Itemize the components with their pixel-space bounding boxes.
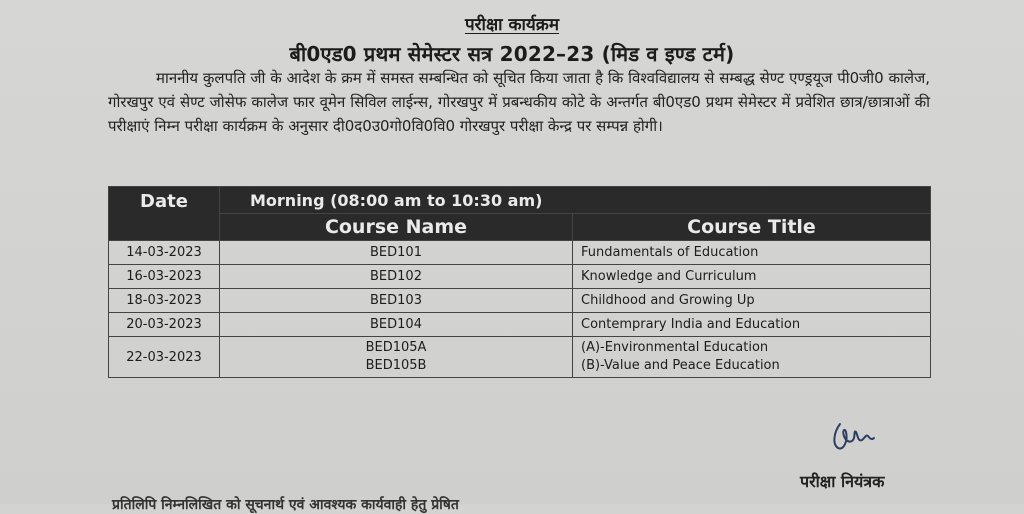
row-course-name [220,265,573,289]
document-title-text: परीक्षा कार्यक्रम [464,15,560,35]
document-subtitle: बी0एड0 प्रथम सेमेस्टर सत्र 2022–23 (मिड व इण्ड टर्म) [289,42,735,66]
row-course-name [220,241,573,265]
table-row [109,313,931,337]
course-title: Fundamentals of Education [581,244,759,260]
course-code: BED105A [365,340,427,355]
row-course-name [220,289,573,313]
table-row [109,337,931,378]
table-row [109,241,931,265]
header-date: Date [109,187,220,241]
header-session: Morning (08:00 am to 10:30 am) [220,187,931,214]
row-course-title [573,289,931,313]
row-date: 16-03-2023 [109,265,220,289]
course-title: Knowledge and Curriculum [581,268,757,284]
row-date: 20-03-2023 [109,313,220,337]
table-row [109,265,931,289]
course-code: BED102 [370,268,422,284]
document-title [0,12,1024,35]
signature-icon [826,418,876,454]
row-course-title [573,337,931,378]
table-row [109,289,931,313]
course-title: Childhood and Growing Up [581,292,755,308]
course-title: (B)-Value and Peace Education [581,358,780,373]
table-header-row-2 [109,214,931,241]
row-course-name [220,337,573,378]
exam-schedule-table [108,186,931,378]
table-header-row-1 [109,187,931,214]
bottom-partial-line: प्रतिलिपि निम्नलिखित को सूचनार्थ एवं आवश्यक कार्यवाही हेतु प्रेषित [112,497,459,513]
signature-label: परीक्षा नियंत्रक [800,472,885,491]
course-title: Contemprary India and Education [581,316,801,332]
course-code: BED103 [370,292,422,308]
course-code: BED101 [370,244,422,260]
row-date: 14-03-2023 [109,241,220,265]
notice-paragraph: माननीय कुलपति जी के आदेश के क्रम में समस्त सम्बन्धित को सूचित किया जाता है कि विश्वविद्यालय से सम्बद्ध सेण्ट एण्ड्रयूज पी0जी0 कालेज, गोरखपुर एवं सेण्ट जोसेफ कालेज फार वूमेन सिविल लाईन्स, गोरखपुर में प्रबन्धकीय कोटे के अन्तर्गत बी0एड0 प्रथम सेमेस्टर में प्रवेशित छात्र/छात्राओं की परीक्षाएं निम्न परीक्षा कार्यक्रम के अनुसार दी0द0उ0गो0वि0वि0 गोरखपुर परीक्षा केन्द्र पर सम्पन्न होगी। [108,69,930,135]
row-date: 22-03-2023 [109,337,220,378]
row-course-title [573,241,931,265]
row-course-title [573,265,931,289]
row-date: 18-03-2023 [109,289,220,313]
row-course-title [573,313,931,337]
table-body [109,241,931,378]
header-course-name: Course Name [220,214,573,241]
course-code: BED104 [370,316,422,332]
course-code: BED105B [365,358,427,373]
row-course-name [220,313,573,337]
course-title: (A)-Environmental Education [581,340,769,355]
header-course-title: Course Title [573,214,931,241]
